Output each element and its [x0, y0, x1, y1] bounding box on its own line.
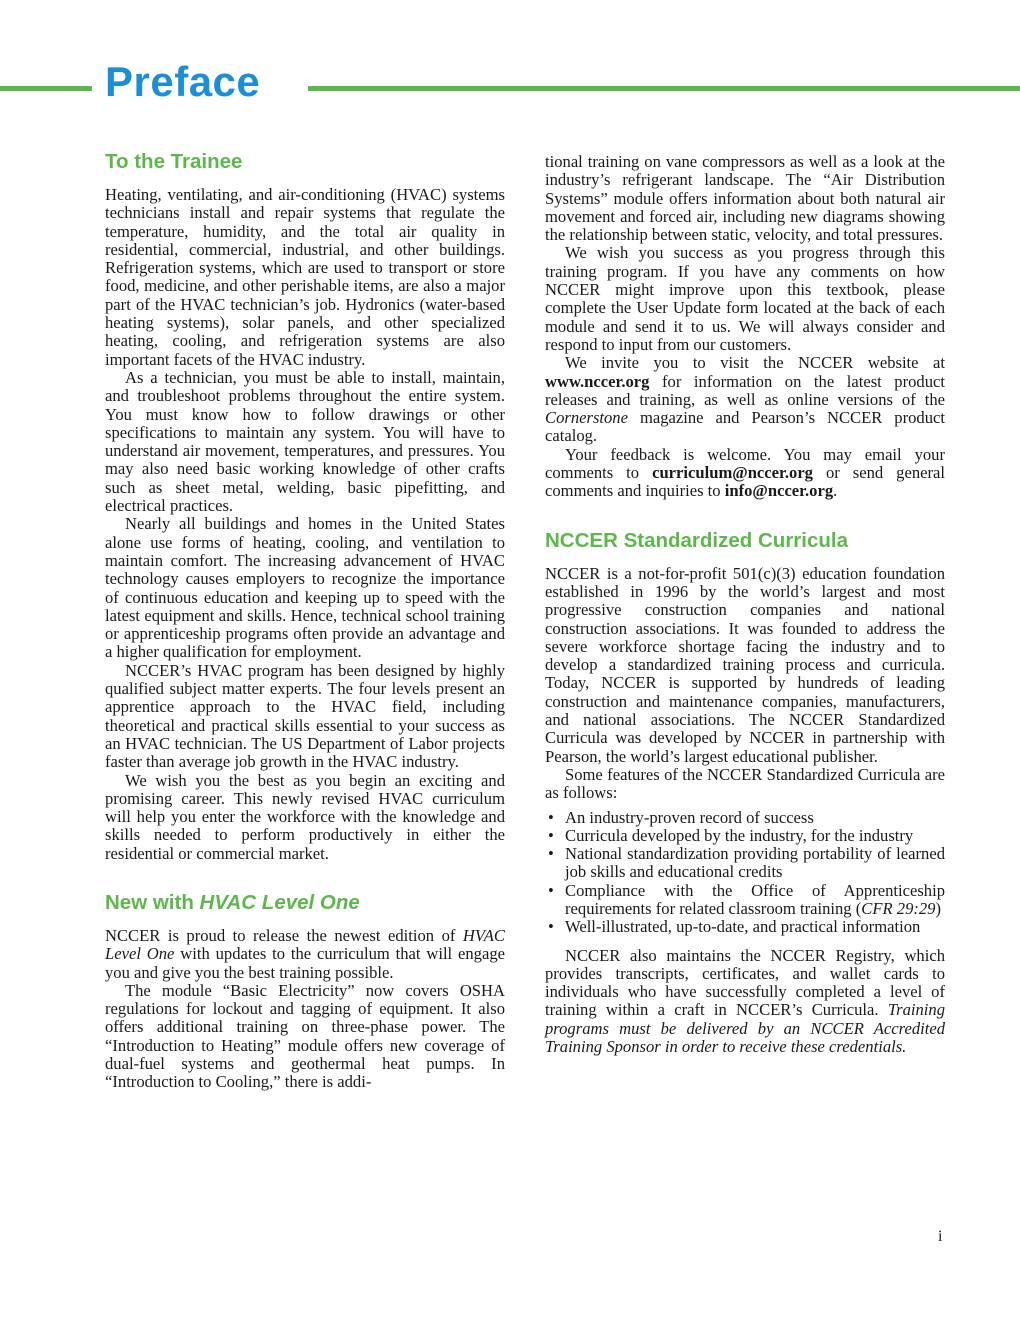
text-run: with updates to the curriculum that will engage you and give you the best training possible. — [105, 944, 505, 982]
list-item — [545, 827, 945, 845]
section-heading-trainee: To the Trainee — [105, 150, 243, 173]
section-continued — [545, 153, 945, 501]
text-run: NCCER also maintains the NCCER Registry, which provides transcripts, certificates, and wallet cards to individuals who have successfully completed a level of training within a craft in NCCER’s Curricula. — [545, 945, 945, 1020]
paragraph — [545, 446, 945, 501]
text-run: or send general comments and inquiries to — [545, 463, 945, 501]
heading-text: New with — [105, 890, 200, 914]
paragraph: NCCER is a not-for-profit 501(c)(3) education foundation established in 1996 by the world’s largest and most progressive construction companies and national construction associations. It was founded to address the severe workforce shortage facing the industry and to develop a standardized training process and curricula. Today, NCCER is supported by hundreds of leading construction and maintenance companies, manufacturers, and national associations. The NCCER Standardized Curricula was developed by NCCER in partnership with Pearson, the world’s largest educational publisher. — [545, 563, 945, 766]
paragraph — [105, 927, 505, 982]
bullet-icon: • — [548, 825, 554, 845]
section-to-the-trainee — [105, 150, 505, 863]
book-title: HVAC Level One — [105, 925, 505, 964]
list-item-text: Curricula developed by the industry, for the industry — [565, 825, 914, 845]
left-column — [105, 150, 505, 1092]
paragraph: tional training on vane compressors as well as a look at the industry’s refrigerant landscape. The “Air Distribution Systems” module offers information about both natural air movement and forced air, including new diagrams showing the relationship between static, velocity, and total pressures. — [545, 152, 945, 245]
paragraph: As a technician, you must be able to install, maintain, and troubleshoot problems throughout the entire system. You must know how to follow drawings or other specifications to maintain any system. You will have to understand air movement, temperatures, and pressures. You may also need basic working knowledge of other crafts such as sheet metal, welding, basic pipefitting, and electrical practices. — [105, 367, 505, 516]
page-title: Preface — [105, 58, 261, 105]
header-rule-right — [308, 86, 1020, 91]
paragraph: We wish you success as you progress through this training program. If you have any comments on how NCCER might improve upon this textbook, please complete the User Update form located at the back of each module and send it to us. We will always consider and respond to input from our customers. — [545, 243, 945, 354]
magazine-title: Cornerstone — [545, 408, 628, 428]
email-link-curriculum[interactable]: curriculum@nccer.org — [652, 463, 813, 483]
paragraph: NCCER’s HVAC program has been designed by highly qualified subject matter experts. The four levels present an apprentice approach to the HVAC field, including theoretical and practical skills essential to your success as an HVAC technician. The US Department of Labor projects faster than average job growth in the HVAC industry. — [105, 660, 505, 772]
paragraph: Some features of the NCCER Standardized Curricula are as follows: — [545, 764, 945, 803]
header-rule-left — [0, 86, 92, 91]
list-item-text: Well-illustrated, up-to-date, and practical information — [565, 917, 921, 937]
paragraph — [545, 947, 945, 1057]
bullet-icon: • — [548, 880, 554, 900]
section-heading-new-with — [105, 891, 505, 915]
paragraph: The module “Basic Electricity” now covers OSHA regulations for lockout and tagging of equipment. It also offers additional training on three-phase power. The “Introduction to Heating” module offers new coverage of dual-fuel systems and geothermal heat pumps. In “Introduction to Cooling,” there is addi- — [105, 980, 505, 1092]
page-number: i — [938, 1228, 943, 1245]
text-run: Your feedback is welcome. You may email your comments to — [545, 444, 945, 483]
text-run: for information on the latest product releases and training, as well as online versions of the — [545, 371, 945, 409]
regulation-citation: CFR 29:29 — [861, 898, 936, 918]
section-standardized-curricula — [545, 529, 945, 1057]
list-item — [545, 918, 945, 936]
list-item — [545, 882, 945, 919]
bullet-icon: • — [548, 917, 554, 937]
list-item — [545, 809, 945, 827]
paragraph: Heating, ventilating, and air-conditioning (HVAC) systems technicians install and repair systems that regulate the temperature, humidity, and the total air quality in residential, commercial, industrial, and other buildings. Refrigeration systems, which are used to transport or store food, medicine, and other perishable items, are also a major part of the HVAC technician’s job. Hydronics (water-based heating systems), solar panels, and other specialized heating, cooling, and refrigeration systems are also important facets of the HVAC industry. — [105, 185, 505, 369]
right-column — [545, 153, 945, 1056]
list-item-text: An industry-proven record of success — [565, 807, 814, 827]
website-link[interactable]: www.nccer.org — [545, 371, 650, 391]
features-list — [545, 809, 945, 937]
paragraph: We wish you the best as you begin an exciting and promising career. This newly revised HVAC curriculum will help you enter the workforce with the knowledge and skills needed to perform productively in either the residential or commercial market. — [105, 770, 505, 863]
paragraph — [545, 354, 945, 445]
section-new-with-hvac — [105, 891, 505, 1092]
text-run: We invite you to visit the NCCER website at — [565, 353, 945, 373]
text-run: . — [833, 481, 838, 501]
list-item-text: National standardization providing portability of learned job skills and educational credits — [565, 844, 945, 882]
paragraph: Nearly all buildings and homes in the United States alone use forms of heating, cooling, and ventilation to maintain comfort. The increasing advancement of HVAC technology causes employers to recognize the importance of continuous education and keeping up to speed with the latest equipment and skills. Hence, technical school training or apprenticeship programs often provide an advantage and a higher qualification for employment. — [105, 514, 505, 662]
email-link-info[interactable]: info@nccer.org — [724, 481, 834, 501]
text-run: magazine and Pearson’s NCCER product catalog. — [545, 408, 945, 446]
section-heading-standardized: NCCER Standardized Curricula — [545, 528, 848, 552]
heading-italic-title: HVAC Level One — [199, 890, 360, 914]
bullet-icon: • — [548, 807, 554, 827]
bullet-icon: • — [548, 844, 554, 864]
text-run: NCCER is proud to release the newest edition of — [105, 925, 463, 945]
italic-note: Training programs must be delivered by an NCCER Accredited Training Sponsor in order to receive these credentials. — [545, 1000, 945, 1057]
list-item-text: Compliance with the Office of Apprenticeship requirements for related classroom training ( — [565, 880, 945, 918]
list-item — [545, 845, 945, 882]
list-item-text: ) — [935, 898, 942, 918]
